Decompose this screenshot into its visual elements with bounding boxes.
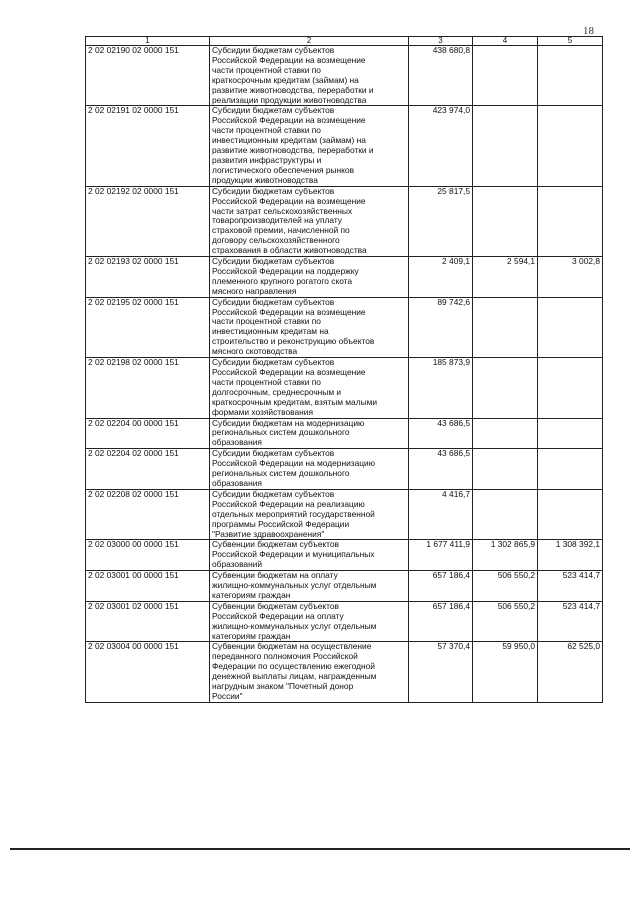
column-header-3: 3 [409, 37, 473, 46]
item-name-line: денежной выплаты лицам, награжденным [212, 671, 377, 682]
table-row [86, 297, 603, 357]
budget-code: 2 02 02195 02 0000 151 [86, 297, 210, 357]
item-name-line: региональных систем дошкольного [212, 468, 350, 479]
item-name-line: краткосрочным кредитам (займам) на [212, 74, 359, 85]
amount-col-4 [473, 46, 538, 106]
item-name-line: части процентной ставки по [212, 316, 321, 327]
amount-col-5: 523 414,7 [538, 601, 603, 642]
item-name-line: "Развитие здравоохранения" [212, 528, 325, 539]
item-name [210, 601, 409, 642]
item-name-line: части затрат сельскохозяйственных [212, 205, 353, 216]
item-name-line: Российской Федерации на возмещение [212, 54, 366, 65]
item-name-line: Российской Федерации на реализацию [212, 498, 365, 509]
item-name-line: Российской Федерации на возмещение [212, 367, 366, 377]
item-name-line: отдельных мероприятий государственной [212, 508, 375, 519]
item-name-line: строительство и реконструкцию объектов [212, 336, 375, 347]
table-row [86, 418, 603, 449]
item-name [210, 297, 409, 357]
item-name-line: долгосрочным, среднесрочным и [212, 386, 342, 397]
amount-col-5 [538, 297, 603, 357]
budget-code: 2 02 02192 02 0000 151 [86, 186, 210, 256]
amount-col-4 [473, 106, 538, 186]
amount-col-3: 57 370,4 [409, 642, 473, 702]
item-name-line: Субсидии бюджетам субъектов [212, 357, 335, 368]
table-row [86, 186, 603, 256]
table-row [86, 358, 603, 418]
item-name-line: Российской Федерации на возмещение [212, 306, 366, 317]
budget-table [85, 36, 603, 703]
amount-col-3: 657 186,4 [409, 571, 473, 602]
item-name-line: жилищно-коммунальных услуг отдельным [212, 620, 377, 631]
item-name-line: развитие животноводства, переработки и [212, 145, 374, 156]
item-name-line: образований [212, 559, 263, 570]
amount-col-4 [473, 418, 538, 449]
budget-code: 2 02 02198 02 0000 151 [86, 358, 210, 418]
item-name-line: реализации продукции животноводства [212, 94, 367, 105]
item-name-line: Российской Федерации и муниципальных [212, 549, 375, 560]
budget-code: 2 02 02204 00 0000 151 [86, 418, 210, 449]
item-name-line: товаропроизводителей на уплату [212, 215, 342, 226]
item-name-line: Российской Федерации на модернизацию [212, 458, 375, 469]
table-row [86, 46, 603, 106]
item-name-line: Субсидии бюджетам субъектов [212, 489, 335, 499]
amount-col-4: 2 594,1 [473, 257, 538, 298]
header-row [86, 37, 603, 46]
item-name-line: Российской Федерации на возмещение [212, 115, 366, 126]
item-name-line: части процентной ставки по [212, 125, 321, 136]
item-name-line: мясного направления [212, 285, 297, 296]
item-name-line: Субсидии бюджетам на модернизацию [212, 418, 365, 428]
item-name [210, 489, 409, 540]
item-name-line: развития инфраструктуры и [212, 154, 322, 165]
table-body [86, 46, 603, 703]
item-name-line: племенного крупного рогатого скота [212, 275, 353, 286]
item-name-line: логистического обеспечения рынков [212, 164, 355, 175]
item-name-line: страхования в области животноводства [212, 245, 367, 256]
item-name [210, 642, 409, 702]
budget-code: 2 02 03001 00 0000 151 [86, 571, 210, 602]
item-name-line: программы Российской Федерации [212, 518, 350, 529]
amount-col-4 [473, 489, 538, 540]
item-name-line: региональных систем дошкольного [212, 427, 350, 438]
amount-col-4 [473, 186, 538, 256]
item-name-line: Субвенции бюджетам субъектов [212, 539, 339, 550]
column-header-5: 5 [538, 37, 603, 46]
item-name-line: части процентной ставки по [212, 64, 321, 75]
item-name-line: страховой премии, начисленной по [212, 225, 350, 236]
budget-code: 2 02 02193 02 0000 151 [86, 257, 210, 298]
table-row [86, 540, 603, 571]
amount-col-3: 43 686,5 [409, 418, 473, 449]
column-header-1: 1 [86, 37, 210, 46]
item-name-line: Субсидии бюджетам субъектов [212, 448, 335, 459]
amount-col-5 [538, 489, 603, 540]
item-name [210, 571, 409, 602]
item-name-line: Субсидии бюджетам субъектов [212, 186, 335, 196]
item-name-line: жилищно-коммунальных услуг отдельным [212, 580, 377, 591]
amount-col-5 [538, 418, 603, 449]
item-name [210, 418, 409, 449]
column-header-2: 2 [210, 37, 409, 46]
amount-col-3: 43 686,5 [409, 449, 473, 490]
item-name-line: категориям граждан [212, 630, 291, 641]
amount-col-3: 4 416,7 [409, 489, 473, 540]
table-row [86, 257, 603, 298]
item-name-line: переданного полномочия Российской [212, 651, 358, 662]
item-name-line: мясного скотоводства [212, 346, 298, 357]
item-name-line: категориям граждан [212, 589, 291, 600]
amount-col-5 [538, 358, 603, 418]
item-name-line: инвестиционным кредитам (займам) на [212, 135, 366, 146]
amount-col-4 [473, 297, 538, 357]
amount-col-5: 1 308 392,1 [538, 540, 603, 571]
item-name-line: Российской Федерации на возмещение [212, 195, 366, 206]
budget-code: 2 02 03004 00 0000 151 [86, 642, 210, 702]
item-name [210, 449, 409, 490]
item-name-line: развитие животноводства, переработки и [212, 84, 374, 95]
item-name-line: Российской Федерации на поддержку [212, 265, 359, 276]
item-name-line: договору сельскохозяйственного [212, 235, 340, 246]
item-name-line: краткосрочным кредитам, взятым малыми [212, 396, 378, 407]
item-name-line: Российской Федерации на оплату [212, 610, 344, 621]
item-name-line: Субвенции бюджетам на осуществление [212, 641, 372, 652]
item-name-line: формами хозяйствования [212, 406, 313, 417]
amount-col-3: 1 677 411,9 [409, 540, 473, 571]
amount-col-3: 2 409,1 [409, 257, 473, 298]
amount-col-5: 62 525,0 [538, 642, 603, 702]
column-header-4: 4 [473, 37, 538, 46]
amount-col-4 [473, 449, 538, 490]
item-name-line: инвестиционным кредитам на [212, 326, 329, 337]
amount-col-3: 438 680,8 [409, 46, 473, 106]
item-name-line: России" [212, 691, 243, 701]
amount-col-3: 25 817,5 [409, 186, 473, 256]
amount-col-5 [538, 46, 603, 106]
amount-col-3: 185 873,9 [409, 358, 473, 418]
amount-col-4: 1 302 865,9 [473, 540, 538, 571]
budget-code: 2 02 02190 02 0000 151 [86, 46, 210, 106]
amount-col-3: 423 974,0 [409, 106, 473, 186]
table-row [86, 571, 603, 602]
item-name-line: нагрудным знаком "Почетный донор [212, 681, 354, 692]
amount-col-4: 506 550,2 [473, 571, 538, 602]
page-number: 18 [583, 25, 594, 37]
item-name-line: Субвенции бюджетам на оплату [212, 570, 338, 581]
table-row [86, 449, 603, 490]
item-name-line: Субсидии бюджетам субъектов [212, 256, 335, 267]
item-name [210, 106, 409, 186]
amount-col-4 [473, 358, 538, 418]
budget-code: 2 02 03000 00 0000 151 [86, 540, 210, 571]
budget-code: 2 02 02191 02 0000 151 [86, 106, 210, 186]
item-name-line: Субсидии бюджетам субъектов [212, 45, 335, 55]
table-row [86, 642, 603, 702]
table-row [86, 106, 603, 186]
amount-col-5: 523 414,7 [538, 571, 603, 602]
amount-col-3: 657 186,4 [409, 601, 473, 642]
budget-code: 2 02 02204 02 0000 151 [86, 449, 210, 490]
amount-col-5: 3 002,8 [538, 257, 603, 298]
item-name [210, 186, 409, 256]
item-name-line: образования [212, 477, 262, 488]
item-name-line: продукции животноводства [212, 174, 318, 185]
budget-code: 2 02 03001 02 0000 151 [86, 601, 210, 642]
item-name-line: Субвенции бюджетам субъектов [212, 601, 339, 611]
item-name-line: образования [212, 437, 262, 448]
item-name [210, 358, 409, 418]
item-name [210, 540, 409, 571]
amount-col-5 [538, 449, 603, 490]
item-name-line: Субсидии бюджетам субъектов [212, 105, 335, 116]
footer-rule [10, 848, 630, 850]
amount-col-3: 89 742,6 [409, 297, 473, 357]
amount-col-5 [538, 106, 603, 186]
amount-col-5 [538, 186, 603, 256]
budget-code: 2 02 02208 02 0000 151 [86, 489, 210, 540]
item-name [210, 46, 409, 106]
table-row [86, 489, 603, 540]
amount-col-4: 59 950,0 [473, 642, 538, 702]
item-name-line: Субсидии бюджетам субъектов [212, 297, 335, 307]
item-name-line: части процентной ставки по [212, 376, 321, 387]
item-name [210, 257, 409, 298]
amount-col-4: 506 550,2 [473, 601, 538, 642]
table-row [86, 601, 603, 642]
item-name-line: Федерации по осуществлению ежегодной [212, 661, 375, 672]
